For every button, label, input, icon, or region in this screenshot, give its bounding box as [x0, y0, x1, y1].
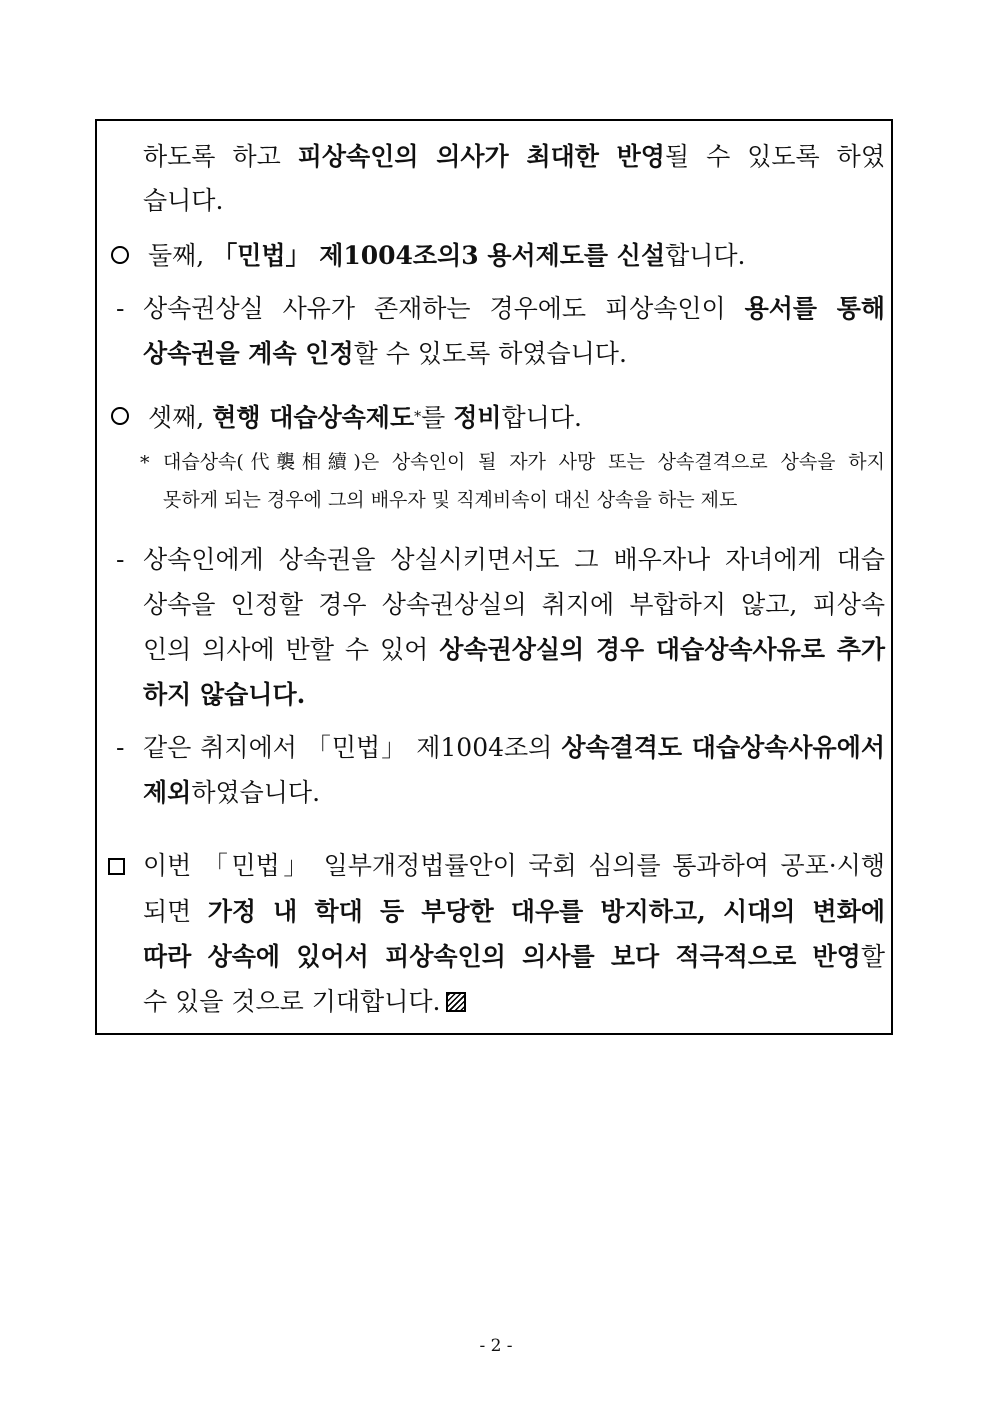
- dash2-line1: 상속인에게 상속권을 상실시키면서도 그 배우자나 자녀에게 대습: [143, 545, 885, 574]
- dash-marker: -: [116, 294, 125, 323]
- circle-bullet-icon: [111, 407, 129, 425]
- dash3-line1: 같은 취지에서 「민법」 제1004조의 상속결격도 대습상속사유에서: [143, 733, 886, 762]
- square-bullet-icon: [108, 858, 125, 875]
- dash-marker: -: [116, 733, 125, 762]
- para1-line2: 습니다.: [143, 186, 224, 215]
- item3-text: 셋째, 현행 대습상속제도*를 정비합니다.: [148, 403, 582, 432]
- conclusion-line3: 따라 상속에 있어서 피상속인의 의사를 보다 적극적으로 반영할: [143, 942, 885, 971]
- conclusion-line2: 되면 가정 내 학대 등 부당한 대우를 방지하고, 시대의 변화에: [143, 897, 886, 926]
- page-number: - 2 -: [479, 1336, 513, 1356]
- dash-marker: -: [116, 545, 125, 574]
- dash2-line2: 상속을 인정할 경우 상속권상실의 취지에 부합하지 않고, 피상속: [143, 590, 885, 619]
- item2-text: 둘째, 「민법」 제1004조의3 용서제도를 신설합니다.: [148, 241, 746, 270]
- dash2-line3: 인의 의사에 반할 수 있어 상속권상실의 경우 대습상속사유로 추가: [143, 635, 885, 664]
- dash1-line2: 상속권을 계속 인정할 수 있도록 하였습니다.: [143, 339, 627, 368]
- note-line1: 대습상속(代襲相續)은 상속인이 될 자가 사망 또는 상속결격으로 상속을 하지: [163, 451, 885, 473]
- end-mark-icon: [446, 992, 466, 1012]
- conclusion-line4: 수 있을 것으로 기대합니다.: [143, 986, 466, 1018]
- conclusion-line1: 이번 「민법」 일부개정법률안이 국회 심의를 통과하여 공포·시행: [143, 851, 885, 880]
- note-line2: 못하게 되는 경우에 그의 배우자 및 직계비속이 대신 상속을 하는 제도: [163, 489, 738, 511]
- para1-line1: 하도록 하고 피상속인의 의사가 최대한 반영될 수 있도록 하였: [143, 142, 885, 171]
- dash3-line2: 제외하였습니다.: [143, 778, 321, 807]
- dash1-line1: 상속권상실 사유가 존재하는 경우에도 피상속인이 용서를 통해: [143, 294, 885, 323]
- circle-bullet-icon: [111, 246, 129, 264]
- note-marker: *: [140, 452, 150, 474]
- dash2-line4: 하지 않습니다.: [143, 680, 306, 709]
